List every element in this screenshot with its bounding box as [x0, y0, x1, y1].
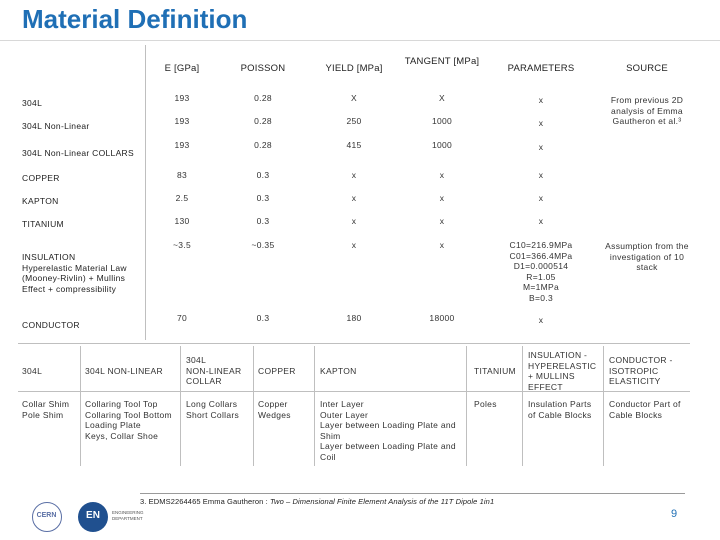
parts-header-304l-collar: 304L NON-LINEAR COLLAR: [186, 355, 242, 386]
parts-copper: Copper Wedges: [258, 399, 291, 420]
parts-header-conductor: CONDUCTOR - ISOTROPIC ELASTICITY: [609, 355, 673, 386]
parts-conductor: Conductor Part of Cable Blocks: [609, 399, 681, 420]
header-e: E [GPa]: [164, 63, 200, 74]
row-label: 304L Non-Linear: [22, 121, 90, 131]
header-source: SOURCE: [626, 63, 668, 74]
cell-tangent: x: [439, 240, 445, 250]
cell-e: 130: [174, 216, 190, 226]
header-poisson: POISSON: [240, 63, 286, 74]
table-divider: [522, 346, 523, 466]
cell-e: 193: [174, 140, 190, 150]
cell-e: 70: [176, 313, 188, 323]
row-label-insulation: INSULATION Hyperelastic Material Law (Mooney-Rivlin) + Mullins Effect + compressibility: [22, 252, 127, 294]
parts-304l: Collar Shim Pole Shim: [22, 399, 70, 420]
cell-tangent: x: [439, 216, 445, 226]
title-divider: [0, 40, 720, 41]
cell-tangent: 18000: [429, 313, 455, 323]
cell-yield: 250: [346, 116, 362, 126]
cell-yield: 415: [346, 140, 362, 150]
cell-parameters-insulation: C10=216.9MPa C01=366.4MPa D1=0.000514 R=1.05 M=1MPa B=0.3: [509, 240, 573, 303]
cell-e: 83: [176, 170, 188, 180]
cell-parameters: x: [538, 216, 544, 226]
cell-parameters: x: [538, 193, 544, 203]
en-department-caption: ENGINEERING DEPARTMENT: [112, 510, 144, 521]
cell-tangent: x: [439, 170, 445, 180]
row-label: TITANIUM: [22, 219, 64, 229]
cell-yield: 180: [346, 313, 362, 323]
table-divider: [603, 346, 604, 466]
cell-poisson: 0.3: [256, 216, 270, 226]
header-tangent: TANGENT [MPa]: [404, 56, 480, 67]
table-divider: [466, 346, 467, 466]
footnote: 3. EDMS2264465 Emma Gautheron : Two – Dimensional Finite Element Analysis of the 11T Dipole 1in1: [140, 497, 495, 506]
cell-tangent: 1000: [431, 116, 453, 126]
table-divider: [253, 346, 254, 466]
parts-header-copper: COPPER: [258, 366, 296, 376]
cell-yield: X: [351, 93, 357, 103]
cell-yield: x: [351, 193, 357, 203]
parts-insulation: Insulation Parts of Cable Blocks: [528, 399, 592, 420]
cell-e: 193: [174, 116, 190, 126]
parts-header-insulation: INSULATION - HYPERELASTIC + MULLINS EFFECT: [528, 350, 597, 392]
row-label: CONDUCTOR: [22, 320, 80, 330]
source-assumption: Assumption from the investigation of 10 stack: [605, 241, 689, 272]
cern-logo: CERN: [32, 502, 62, 532]
table-divider: [314, 346, 315, 466]
cell-yield: x: [351, 240, 357, 250]
source-previous-analysis: From previous 2D analysis of Emma Gautheron et al.³: [610, 95, 684, 126]
cell-parameters: x: [538, 95, 544, 105]
table-divider: [80, 346, 81, 466]
cell-poisson: 0.28: [254, 93, 272, 103]
cell-poisson: 0.3: [256, 170, 270, 180]
cell-poisson: 0.28: [254, 140, 272, 150]
parts-header-titanium: TITANIUM: [474, 366, 516, 376]
cell-e: ~3.5: [173, 240, 191, 250]
cell-tangent: X: [439, 93, 445, 103]
parts-kapton: Inter Layer Outer Layer Layer between Loading Plate and Shim Layer between Loading Plate and Coil: [320, 399, 456, 462]
cell-poisson: ~0.35: [251, 240, 275, 250]
parts-header-304l: 304L: [22, 366, 43, 376]
row-label: KAPTON: [22, 196, 59, 206]
cell-parameters: x: [538, 118, 544, 128]
cell-e: 2.5: [175, 193, 189, 203]
cell-e: 193: [174, 93, 190, 103]
en-department-logo: EN: [78, 502, 108, 532]
parts-304l-collar: Long Collars Short Collars: [186, 399, 240, 420]
parts-titanium: Poles: [474, 399, 497, 409]
header-yield: YIELD [MPa]: [325, 63, 383, 74]
row-label: 304L: [22, 98, 43, 108]
header-parameters: PARAMETERS: [507, 63, 575, 74]
parts-304l-nonlinear: Collaring Tool Top Collaring Tool Bottom Loading Plate Keys, Collar Shoe: [85, 399, 172, 441]
table-divider: [18, 343, 690, 344]
row-label: COPPER: [22, 173, 60, 183]
table-divider: [145, 45, 146, 340]
page-title: Material Definition: [22, 4, 248, 34]
cell-yield: x: [351, 216, 357, 226]
cell-parameters: x: [538, 170, 544, 180]
page-number: 9: [670, 508, 678, 520]
cell-poisson: 0.3: [256, 193, 270, 203]
cell-yield: x: [351, 170, 357, 180]
footer-divider: [140, 493, 685, 494]
cell-parameters: x: [538, 142, 544, 152]
table-divider: [180, 346, 181, 466]
parts-header-304l-nonlinear: 304L NON-LINEAR: [85, 366, 163, 376]
cell-poisson: 0.3: [256, 313, 270, 323]
cell-parameters: x: [538, 315, 544, 325]
row-label: 304L Non-Linear COLLARS: [22, 148, 134, 158]
cell-tangent: 1000: [431, 140, 453, 150]
cell-poisson: 0.28: [254, 116, 272, 126]
cell-tangent: x: [439, 193, 445, 203]
parts-header-kapton: KAPTON: [320, 366, 357, 376]
